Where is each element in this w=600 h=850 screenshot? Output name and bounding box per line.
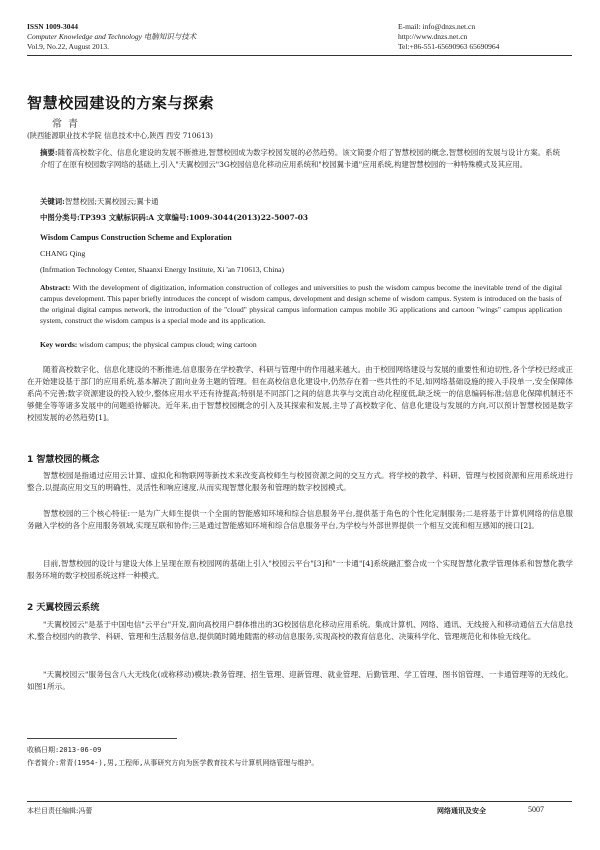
section-2-paragraph-2: "天翼校园云"服务包含八大无线化(或称移动)模块:教务管理、招生管理、迎新管理、就业管理、后勤管理、学工管理、图书馆管理、一卡通管理等的无线化。如图1所示。 bbox=[27, 670, 573, 691]
author-bio: 作者简介:常青(1954-),男,工程师,从事研究方向为医学教育技术与计算机网络管理与维护。 bbox=[27, 759, 319, 767]
english-title: Wisdom Campus Construction Scheme and Exploration bbox=[40, 233, 232, 242]
section-name: 网络通讯及安全 bbox=[437, 807, 486, 815]
issn: ISSN 1009-3044 bbox=[27, 22, 79, 31]
keywords-en-label: Key words: bbox=[40, 340, 78, 349]
intro-paragraph: 随着高校数字化、信息化建设的不断推进,信息服务在学校教学、科研与管理中的作用越来越大。由于校园网络建设与发展的重要性和迫切性,各个学校已经或正在开始建设基于部门的应用系统,基本解决了面向业务主题的管理。但在高校信息化建设中,仍然存在着一些共性的不足,如网络基础设施的接入手段单一,安全保障体系尚不完善;数字资源建设的投入较少,整体应用水平还有待提高;特别是不同部门之间的信息共享与交流自动化程度低,缺乏统一的信息编码标准;信息化保障机制还不够健全等等诸多发展中的问题亟待解决。近年来,由于智慧校园概念的引入及其探索和发展,主导了高校数字化、信息化建设与发展的方向,可以预计智慧校园是数字校园发展的必然趋势[1]。 bbox=[27, 365, 573, 422]
email: E-mail: info@dnzs.net.cn bbox=[398, 22, 476, 31]
column-editor: 本栏目责任编辑:冯蕾 bbox=[27, 807, 93, 815]
abstract-en-label: Abstract: bbox=[40, 283, 71, 292]
english-affiliation: (Infrmation Technology Center, Shaanxi Energy Institute, Xi 'an 710613, China) bbox=[40, 265, 285, 274]
header-rule bbox=[27, 55, 572, 56]
keywords-zh: 关键词:智慧校园;天翼校园云;翼卡通 bbox=[40, 197, 159, 206]
footnote-rule bbox=[27, 738, 177, 739]
author: 常青 bbox=[52, 119, 84, 130]
footer-rule bbox=[27, 801, 572, 802]
section-1-heading: 1 智慧校园的概念 bbox=[27, 455, 100, 465]
abstract-zh: 摘要:随着高校数字化、信息化建设的发展不断推进,智慧校园成为数字校园发展的必然趋势。该文简要介绍了智慧校园的概念,智慧校园的发展与设计方案。系统介绍了在原有校园数字网络的基础上,引入"天翼校园云"3G校园信息化移动应用系统和"校园翼卡通"应用系统,构建智慧校园的一种特殊模式及其应用。 bbox=[40, 148, 560, 169]
english-author: CHANG Qing bbox=[40, 249, 86, 258]
section-1-paragraph-2: 智慧校园的三个核心特征:一是为广大师生提供一个全面的智能感知环境和综合信息服务平台,提供基于角色的个性化定制服务;二是将基于计算机网络的信息服务融入学校的各个应用服务领域,实现互联和协作;三是通过智能感知环境和综合信息服务平台,为学校与外部世界提供一个相互交流和相互感知的接口[2]。 bbox=[27, 509, 573, 530]
received-date: 收稿日期:2013-06-09 bbox=[27, 746, 102, 754]
section-1-paragraph-3: 目前,智慧校园的设计与建设大体上呈现在原有校园网的基础上引入"校园云平台"[3]和"一卡通"[4]系统融汇整合成一个实现智慧化教学管理体系和智慧化教学服务环境的数字校园系统这样一种模式。 bbox=[27, 559, 573, 580]
website: http://www.dnzs.net.cn bbox=[398, 32, 468, 41]
telephone: Tel:+86-551-65690963 65690964 bbox=[398, 42, 500, 51]
section-2-heading: 2 天翼校园云系统 bbox=[27, 603, 100, 613]
keywords-label: 关键词: bbox=[40, 197, 65, 206]
journal-name: Computer Knowledge and Technology 电脑知识与技术 bbox=[27, 32, 197, 41]
abstract-label: 摘要: bbox=[40, 148, 58, 157]
volume-info: Vol.9, No.22, August 2013. bbox=[27, 42, 109, 51]
keywords-en: Key words: wisdom campus; the physical campus cloud; wing cartoon bbox=[40, 340, 257, 349]
section-2-paragraph-1: "天翼校园云"是基于中国电信"云平台"开发,面向高校用户群体推出的3G校园信息化移动应用系统。集成计算机、网络、通讯、无线接入和移动通信五大信息技术,整合校园内的教学、科研、管理和生活服务信息,提供随时随地随需的移动信息服务,实现高校的教育信息化、决策科学化、管理规范化和体验无线化。 bbox=[27, 620, 573, 641]
article-title: 智慧校园建设的方案与探索 bbox=[27, 94, 215, 112]
abstract-en: Abstract: With the development of digitization, information construction of colleges and universities to push the wisdom campus become the inevitable trend of the digital campus development. This paper briefly introduces the concept of wisdom campus, development and design scheme of wisdom campus. System is introduced on the basis of the original digital campus network, the introduction of the "cloud" physical campus information campus mobile 3G applications and cartoon "wings" campus application system, construct the wisdom campus is a special mode and its application. bbox=[40, 283, 562, 325]
section-1-paragraph-1: 智慧校园是指通过应用云计算、虚拟化和物联网等新技术来改变高校师生与校园资源之间的交互方式。将学校的教学、科研、管理与校园资源和应用系统进行整合,以提高应用交互的明确性、灵活性和响应速度,从而实现智慧化服务和管理的数字校园模式。 bbox=[27, 471, 573, 492]
page-number: 5007 bbox=[528, 805, 544, 814]
classification-info: 中图分类号:TP393 文献标识码:A 文章编号:1009-3044(2013)22-5007-03 bbox=[40, 213, 309, 222]
affiliation: (陕西能源职业技术学院 信息技术中心,陕西 西安 710613) bbox=[27, 131, 213, 140]
